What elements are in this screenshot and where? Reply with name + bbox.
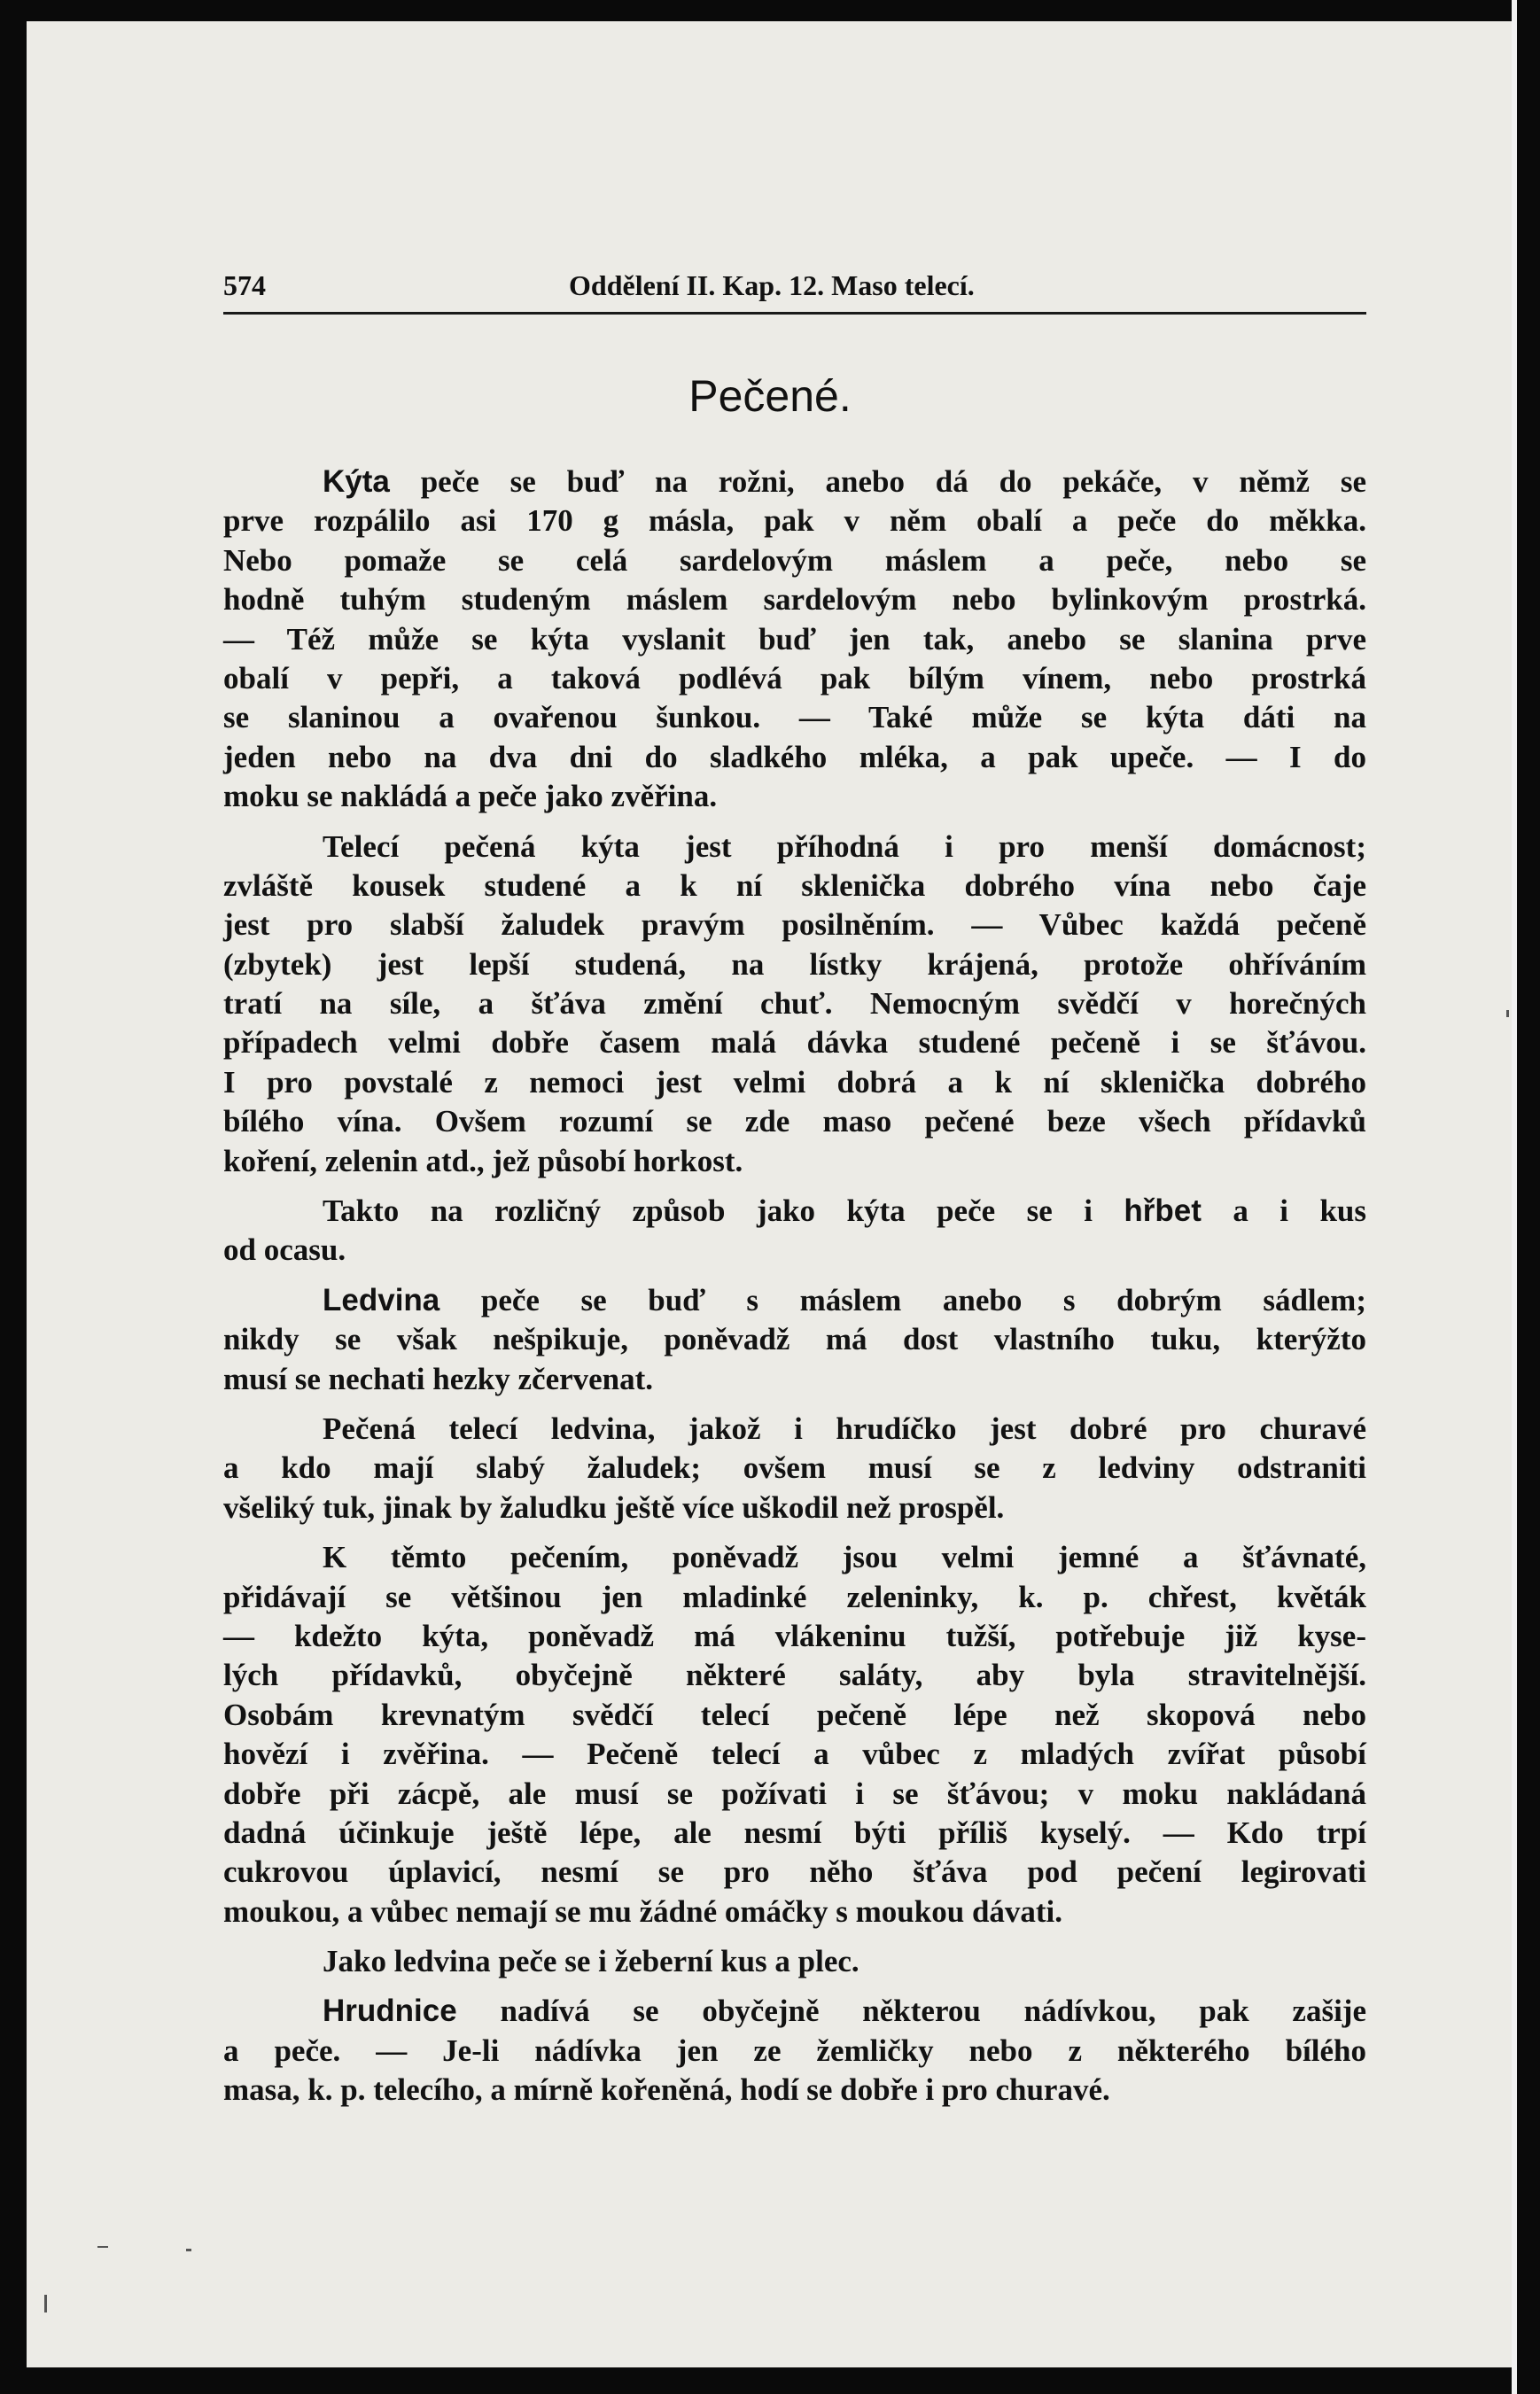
text-line — [223, 1192, 1366, 1231]
text-line — [223, 1538, 1366, 1577]
text-line — [223, 1814, 1366, 1853]
text-line — [223, 1617, 1366, 1656]
line-text: jest pro slabší žaludek pravým posilněním. — Vůbec každá pečeně — [223, 907, 1366, 943]
line-text: jeden nebo na dva dni do sladkého mléka, a pak upeče. — I do — [223, 739, 1366, 774]
text-line — [223, 984, 1366, 1023]
keyword: Ledvina — [323, 1282, 440, 1317]
text-line — [223, 462, 1366, 501]
text-line — [223, 867, 1366, 906]
header-rule — [223, 312, 1366, 315]
page-number: 574 — [223, 269, 266, 301]
paragraph-gap — [223, 1527, 1366, 1538]
line-text: bílého vína. Ovšem rozumí se zde maso pečené beze všech přídavků — [223, 1104, 1366, 1139]
line-text: Takto na rozličný způsob jako kýta peče se i — [323, 1193, 1124, 1229]
text-line — [223, 906, 1366, 944]
scan-edge-line — [1512, 0, 1517, 2394]
paragraph — [223, 462, 1366, 817]
text-line — [223, 1775, 1366, 1814]
line-text: Osobám krevnatým svědčí telecí pečeně lépe než skopová nebo — [223, 1697, 1366, 1732]
line-text: cukrovou úplavicí, nesmí se pro něho šťáva pod pečení legirovati — [223, 1854, 1366, 1890]
paragraph — [223, 1538, 1366, 1932]
line-text: dobře při zácpě, ale musí se požívati i se šťávou; v moku nakládaná — [223, 1776, 1366, 1811]
scan-speck — [44, 2295, 47, 2312]
scan-speck — [1506, 1010, 1509, 1017]
text-line — [223, 1696, 1366, 1735]
keyword: Kýta — [323, 464, 390, 499]
line-text: Pečená telecí ledvina, jakož i hrudíčko jest dobré pro churavé — [323, 1411, 1366, 1446]
section-title: Pečené. — [688, 371, 852, 421]
text-line — [223, 1449, 1366, 1488]
line-text: a kdo mají slabý žaludek; ovšem musí se z ledviny odstraniti — [223, 1450, 1366, 1486]
paragraph — [223, 1192, 1366, 1271]
text-line — [223, 1735, 1366, 1774]
line-text: obalí v pepři, a taková podlévá pak bílým vínem, nebo prostrká — [223, 660, 1366, 696]
line-text: (zbytek) jest lepší studená, na lístky krájená, protože ohříváním — [223, 946, 1366, 982]
text-line — [223, 1488, 1366, 1527]
line-text: moku se nakládá a peče jako zvěřina. — [223, 779, 718, 814]
text-line — [223, 1656, 1366, 1695]
text-line — [223, 1893, 1366, 1932]
text-line — [223, 1578, 1366, 1617]
keyword: Hrudnice — [323, 1994, 457, 2029]
line-text: všeliký tuk, jinak by žaludku ještě více uškodil než prospěl. — [223, 1489, 1005, 1525]
text-line — [223, 1102, 1366, 1141]
line-text: koření, zelenin atd., jež působí horkost. — [223, 1143, 743, 1178]
line-text: dadná účinkuje ještě lépe, ale nesmí býti příliš kyselý. — Kdo trpí — [223, 1815, 1366, 1850]
line-text: hodně tuhým studeným máslem sardelovým nebo bylinkovým prostrká. — [223, 582, 1366, 618]
text-line — [223, 1231, 1366, 1270]
line-text: Telecí pečená kýta jest příhodná i pro menší domácnost; — [323, 828, 1366, 864]
line-text: musí se nechati hezky zčervenat. — [223, 1361, 654, 1396]
text-line — [223, 541, 1366, 580]
text-line — [223, 1320, 1366, 1359]
body-text — [223, 462, 1366, 2110]
line-text: hovězí i zvěřina. — Pečeně telecí a vůbec z mladých zvířat působí — [223, 1737, 1366, 1772]
paragraph — [223, 828, 1366, 1182]
text-line — [223, 1410, 1366, 1449]
text-line — [223, 1281, 1366, 1320]
line-text: přidávají se většinou jen mladinké zeleninky, k. p. chřest, květák — [223, 1579, 1366, 1614]
page-header — [223, 266, 1366, 308]
line-text: prve rozpálilo asi 170 g másla, pak v něm obalí a peče do měkka. — [223, 503, 1366, 539]
text-line — [223, 2071, 1366, 2110]
text-line — [223, 620, 1366, 659]
line-text: peče se buď na rožni, anebo dá do pekáče, v němž se — [389, 464, 1366, 499]
line-text: lých přídavků, obyčejně některé saláty, aby byla stravitelnější. — [223, 1658, 1366, 1693]
line-text: — Též může se kýta vyslanit buď jen tak, anebo se slanina prve — [223, 621, 1366, 657]
paragraph-gap — [223, 1181, 1366, 1192]
text-line — [223, 1853, 1366, 1892]
text-line — [223, 738, 1366, 777]
line-text: nadívá se obyčejně některou nádívkou, pak zašije — [456, 1994, 1366, 2029]
paragraph — [223, 1992, 1366, 2110]
paragraph — [223, 1942, 1366, 1981]
text-line — [223, 945, 1366, 984]
line-text: a i kus — [1201, 1193, 1366, 1229]
line-text: a peče. — Je-li nádívka jen ze žemličky nebo z některého bílého — [223, 2033, 1366, 2068]
line-text: I pro povstalé z nemoci jest velmi dobrá a k ní sklenička dobrého — [223, 1064, 1366, 1100]
text-line — [223, 777, 1366, 816]
line-text: tratí na síle, a šťáva změní chuť. Nemocným svědčí v horečných — [223, 986, 1366, 1022]
line-text: zvláště kousek studené a k ní sklenička dobrého vína nebo čaje — [223, 867, 1366, 903]
line-text: K těmto pečením, poněvadž jsou velmi jemné a šťávnaté, — [323, 1540, 1366, 1575]
text-line — [223, 1142, 1366, 1181]
scan-speck — [186, 2249, 191, 2251]
running-head: Oddělení II. Kap. 12. Maso telecí. — [569, 269, 975, 301]
text-line — [223, 2032, 1366, 2071]
paragraph — [223, 1410, 1366, 1527]
line-text: — kdežto kýta, poněvadž má vlákeninu tužší, potřebuje již kyse- — [223, 1618, 1366, 1653]
text-line — [223, 659, 1366, 698]
text-line — [223, 698, 1366, 737]
text-line — [223, 1360, 1366, 1399]
line-text: Nebo pomaže se celá sardelovým máslem a peče, nebo se — [223, 542, 1366, 578]
text-line — [223, 501, 1366, 540]
paragraph-gap — [223, 1399, 1366, 1410]
line-text: peče se buď s máslem anebo s dobrým sádlem; — [439, 1282, 1366, 1317]
text-line — [223, 1992, 1366, 2031]
text-line — [223, 828, 1366, 867]
line-text: od ocasu. — [223, 1232, 346, 1268]
text-line — [223, 580, 1366, 619]
paragraph-gap — [223, 1271, 1366, 1281]
line-text: moukou, a vůbec nemají se mu žádné omáčky s moukou dávati. — [223, 1893, 1063, 1929]
text-line — [223, 1942, 1366, 1981]
text-line — [223, 1023, 1366, 1062]
line-text: Jako ledvina peče se i žeberní kus a plec. — [323, 1944, 859, 1979]
paragraph-gap — [223, 1981, 1366, 1992]
paragraph-gap — [223, 1932, 1366, 1942]
line-text: nikdy se však nešpikuje, poněvadž má dost vlastního tuku, kterýžto — [223, 1322, 1366, 1357]
paragraph-gap — [223, 817, 1366, 828]
scan-speck — [97, 2246, 108, 2248]
keyword: hřbet — [1124, 1193, 1202, 1229]
text-line — [223, 1063, 1366, 1102]
line-text: případech velmi dobře časem malá dávka studené pečeně i se šťávou. — [223, 1025, 1366, 1061]
line-text: se slaninou a ovařenou šunkou. — Také může se kýta dáti na — [223, 700, 1366, 735]
line-text: masa, k. p. telecího, a mírně kořeněná, hodí se dobře i pro churavé. — [223, 2072, 1110, 2108]
paragraph — [223, 1281, 1366, 1399]
